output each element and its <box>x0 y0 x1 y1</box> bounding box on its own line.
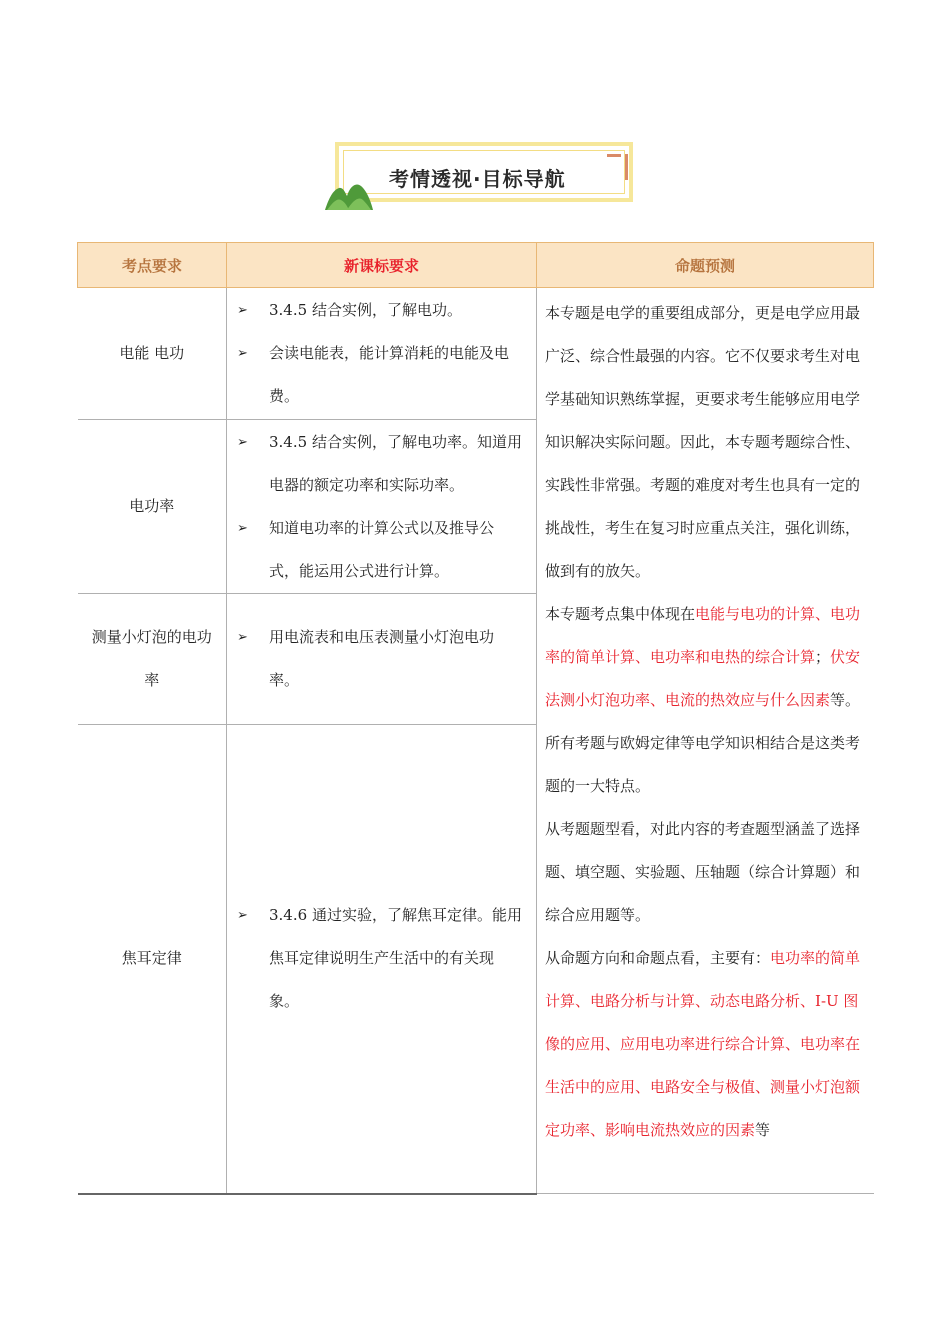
header-exam-point: 考点要求 <box>78 243 227 288</box>
prediction-paragraph: 本专题考点集中体现在电能与电功的计算、电功率的简单计算、电功率和电热的综合计算；伏安法测小灯泡功率、电流的热效应与什么因素等。所有考题与欧姆定律等电学知识相结合是这类考题的一大特点。 <box>545 605 861 795</box>
standard-cell <box>227 594 537 725</box>
standard-cell <box>227 288 537 420</box>
exam-point-cell: 电功率 <box>78 420 227 594</box>
list-item: ➢ 会读电能表，能计算消耗的电能及电费。 <box>237 332 522 418</box>
list-item: ➢ 3.4.5 结合实例，了解电功。 <box>237 289 522 332</box>
mountain-icon <box>323 178 375 212</box>
list-item: ➢ 3.4.5 结合实例，了解电功率。知道用电器的额定功率和实际功率。 <box>237 421 522 507</box>
arrow-bullet-icon: ➢ <box>237 346 248 361</box>
standard-cell <box>227 725 537 1194</box>
list-item: ➢ 3.4.6 通过实验，了解焦耳定律。能用焦耳定律说明生产生活中的有关现象。 <box>237 894 522 1023</box>
arrow-bullet-icon: ➢ <box>237 520 248 536</box>
header-curriculum-standard: 新课标要求 <box>227 243 537 288</box>
arrow-bullet-icon: ➢ <box>237 630 248 645</box>
table-header-row <box>78 243 874 288</box>
table-row <box>78 288 874 420</box>
banner-title: 考情透视·目标导航 <box>389 167 566 191</box>
banner-decoration <box>625 154 628 180</box>
header-prediction: 命题预测 <box>537 243 874 288</box>
banner-decoration <box>607 154 621 157</box>
exam-point-cell: 测量小灯泡的电功率 <box>78 594 227 725</box>
list-item: ➢ 用电流表和电压表测量小灯泡电功率。 <box>237 616 522 702</box>
exam-point-cell: 电能 电功 <box>78 288 227 420</box>
exam-point-cell: 焦耳定律 <box>78 725 227 1194</box>
arrow-bullet-icon: ➢ <box>237 303 248 318</box>
section-banner <box>335 142 633 202</box>
standard-cell <box>227 420 537 594</box>
prediction-paragraph: 从考题题型看，对此内容的考查题型涵盖了选择题、填空题、实验题、压轴题（综合计算题）和综合应用题等。 <box>545 820 861 924</box>
exam-analysis-table <box>77 242 874 1195</box>
arrow-bullet-icon: ➢ <box>237 908 248 924</box>
list-item: ➢ 知道电功率的计算公式以及推导公式，能运用公式进行计算。 <box>237 507 522 593</box>
prediction-paragraph: 本专题是电学的重要组成部分，更是电学应用最广泛、综合性最强的内容。它不仅要求考生对电学基础知识熟练掌握，更要求考生能够应用电学知识解决实际问题。因此，本专题考题综合性、实践性非常强。考题的难度对考生也具有一定的挑战性，考生在复习时应重点关注，强化训练，做到有的放矢。 <box>545 304 861 580</box>
prediction-paragraph: 从命题方向和命题点看，主要有：电功率的简单计算、电路分析与计算、动态电路分析、I-U 图像的应用、应用电功率进行综合计算、电功率在生活中的应用、电路安全与极值、测量小灯泡额定功率、影响电流热效应的因素等 <box>545 949 861 1139</box>
prediction-cell <box>537 288 874 1194</box>
arrow-bullet-icon: ➢ <box>237 434 248 450</box>
